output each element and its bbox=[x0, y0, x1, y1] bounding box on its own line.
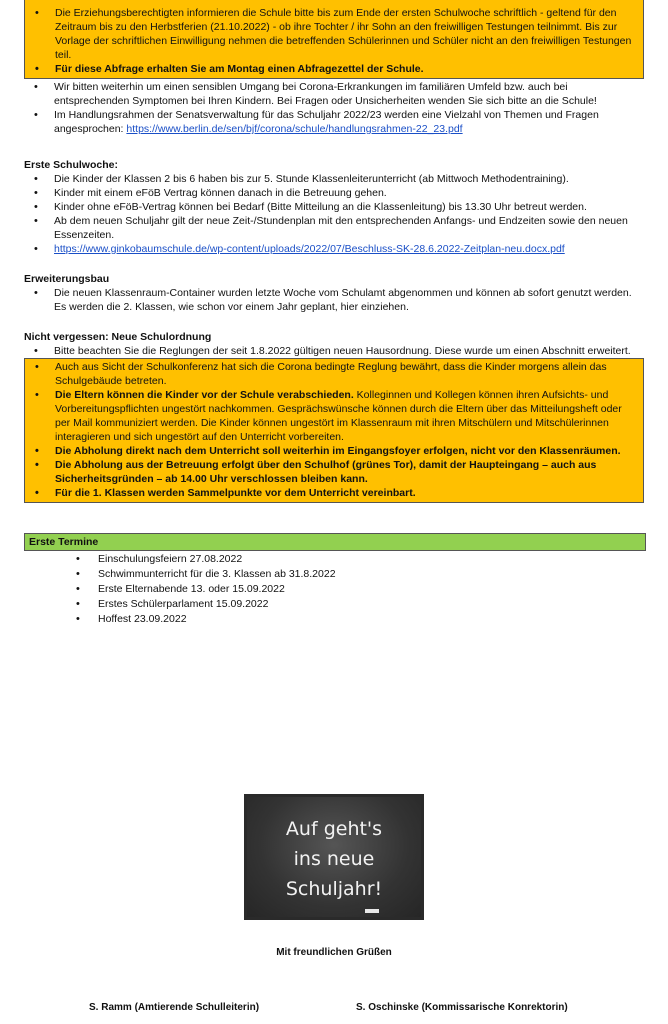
list-item: • Wir bitten weiterhin um einen sensiblen Umgang bei Corona-Erkrankungen im familiären Umfeld bzw. auch bei entsprechenden Symptomen bei Ihren Kindern. Bei Fragen oder Unsicherheiten wenden Sie sich bitte an die Schule! bbox=[24, 80, 644, 108]
closing-greeting: Mit freundlichen Grüßen bbox=[276, 947, 392, 958]
chalkboard-line-1: Auf geht's bbox=[285, 818, 383, 840]
chalkboard-line-3: Schuljahr! bbox=[285, 878, 383, 900]
list-item: • Hoffest 23.09.2022 bbox=[24, 612, 644, 626]
list-item: • Die neuen Klassenraum-Container wurden letzte Woche vom Schulamt abgenommen und können ab sofort genutzt werden. Es werden die 2. Klassen, wie schon vor einem Jahr geplant, hier einziehen. bbox=[24, 286, 644, 314]
highlight-box-schulordnung bbox=[24, 358, 644, 503]
list-item: • Die Abholung aus der Betreuung erfolgt über den Schulhof (grünes Tor), damit der Haupteingang – auch aus Sicherheitsgründen – ab 14.00 Uhr verschlossen bleiben kann. bbox=[25, 458, 643, 486]
list-item: • Für diese Abfrage erhalten Sie am Montag einen Abfragezettel der Schule. bbox=[25, 62, 643, 76]
signature-2: S. Oschinske (Kommissarische Konrektorin) bbox=[356, 1002, 568, 1013]
list-item: • Kinder ohne eFöB-Vertrag können bei Bedarf (Bitte Mitteilung an die Klassenleitung) bis 13.30 Uhr betreut werden. bbox=[24, 200, 644, 214]
list-item: • Die Abholung direkt nach dem Unterricht soll weiterhin im Eingangsfoyer erfolgen, nicht vor den Klassenräumen. bbox=[25, 444, 643, 458]
list-item: • Die Erziehungsberechtigten informieren die Schule bitte bis zum Ende der ersten Schulwoche schriftlich - geltend für den Zeitraum bis zu den Herbstferien (21.10.2022) - ob ihre Tochter / ihr Sohn an den freiwilligen Testungen teilnimmt. Bis zur Vorlage der schriftlichen Einwilligung nehmen die betreffenden Schülerinnen und Schüler nicht an den freiwilligen Testungen teil. bbox=[25, 6, 643, 62]
list-item-text: Im Handlungsrahmen der Senatsverwaltung für das Schuljahr 2022/23 werden eine Vielzahl von Themen und Fragen angesprochen: bbox=[54, 109, 599, 135]
list-item: • Schwimmunterricht für die 3. Klassen ab 31.8.2022 bbox=[24, 567, 644, 581]
list-item: • Für die 1. Klassen werden Sammelpunkte vor dem Unterricht vereinbart. bbox=[25, 486, 643, 500]
chalkboard-line-2: ins neue bbox=[293, 848, 375, 870]
list-item: • Auch aus Sicht der Schulkonferenz hat sich die Corona bedingte Reglung bewährt, dass die Kinder morgens allein das Schulgebäude betreten. bbox=[25, 360, 643, 388]
list-item-bold: Die Eltern können die Kinder vor der Schule verabschieden. bbox=[55, 389, 354, 401]
list-item: • Einschulungsfeiern 27.08.2022 bbox=[24, 552, 644, 566]
list-item-text: Kolleginnen und Kollegen können ihren Aufsichts- und Vorbereitungspflichten ungestört nachkommen. Gesprächswünsche können durch die Eltern über das Mitteilungsheft oder per Mail kommuniziert werden. Die Kinder können ungestört im Klassenraum mit ihren Mitschülern und Mitschülerinnen interagieren und sich ungestört auf den Unterricht vorbereiten. bbox=[55, 389, 622, 443]
list-item: • Bitte beachten Sie die Reglungen der seit 1.8.2022 gültigen neuen Hausordnung. Diese wurde um einen Abschnitt erweitert. bbox=[24, 344, 644, 358]
document-page bbox=[24, 0, 644, 626]
section-title-erweiterungsbau: Erweiterungsbau bbox=[24, 273, 110, 285]
highlight-box-testing bbox=[24, 0, 644, 79]
section-title-termine: Erste Termine bbox=[24, 533, 646, 551]
list-item: • Ab dem neuen Schuljahr gilt der neue Zeit-/Stundenplan mit den entsprechenden Anfangs- und Endzeiten sowie den neuen Essenzeiten. bbox=[24, 214, 644, 242]
list-item: • Erstes Schülerparlament 15.09.2022 bbox=[24, 597, 644, 611]
list-item: • Die Kinder der Klassen 2 bis 6 haben bis zur 5. Stunde Klassenleiterunterricht (ab Mittwoch Methodentraining). bbox=[24, 172, 644, 186]
chalk-piece bbox=[365, 909, 379, 913]
list-item bbox=[24, 242, 644, 256]
section-title-schulordnung: Nicht vergessen: Neue Schulordnung bbox=[24, 331, 212, 343]
zeitplan-link[interactable]: https://www.ginkobaumschule.de/wp-content/uploads/2022/07/Beschluss-SK-28.6.2022-Zeitplan-neu.docx.pdf bbox=[54, 243, 565, 255]
list-item: • Kinder mit einem eFöB Vertrag können danach in die Betreuung gehen. bbox=[24, 186, 644, 200]
list-item bbox=[25, 388, 643, 444]
chalkboard-image bbox=[244, 794, 424, 920]
signature-1: S. Ramm (Amtierende Schulleiterin) bbox=[89, 1002, 260, 1013]
handlungsrahmen-link[interactable]: https://www.berlin.de/sen/bjf/corona/schule/handlungsrahmen-22_23.pdf bbox=[126, 123, 463, 135]
section-title-erste-schulwoche: Erste Schulwoche: bbox=[24, 159, 118, 171]
list-item bbox=[24, 108, 644, 136]
list-item: • Erste Elternabende 13. oder 15.09.2022 bbox=[24, 582, 644, 596]
